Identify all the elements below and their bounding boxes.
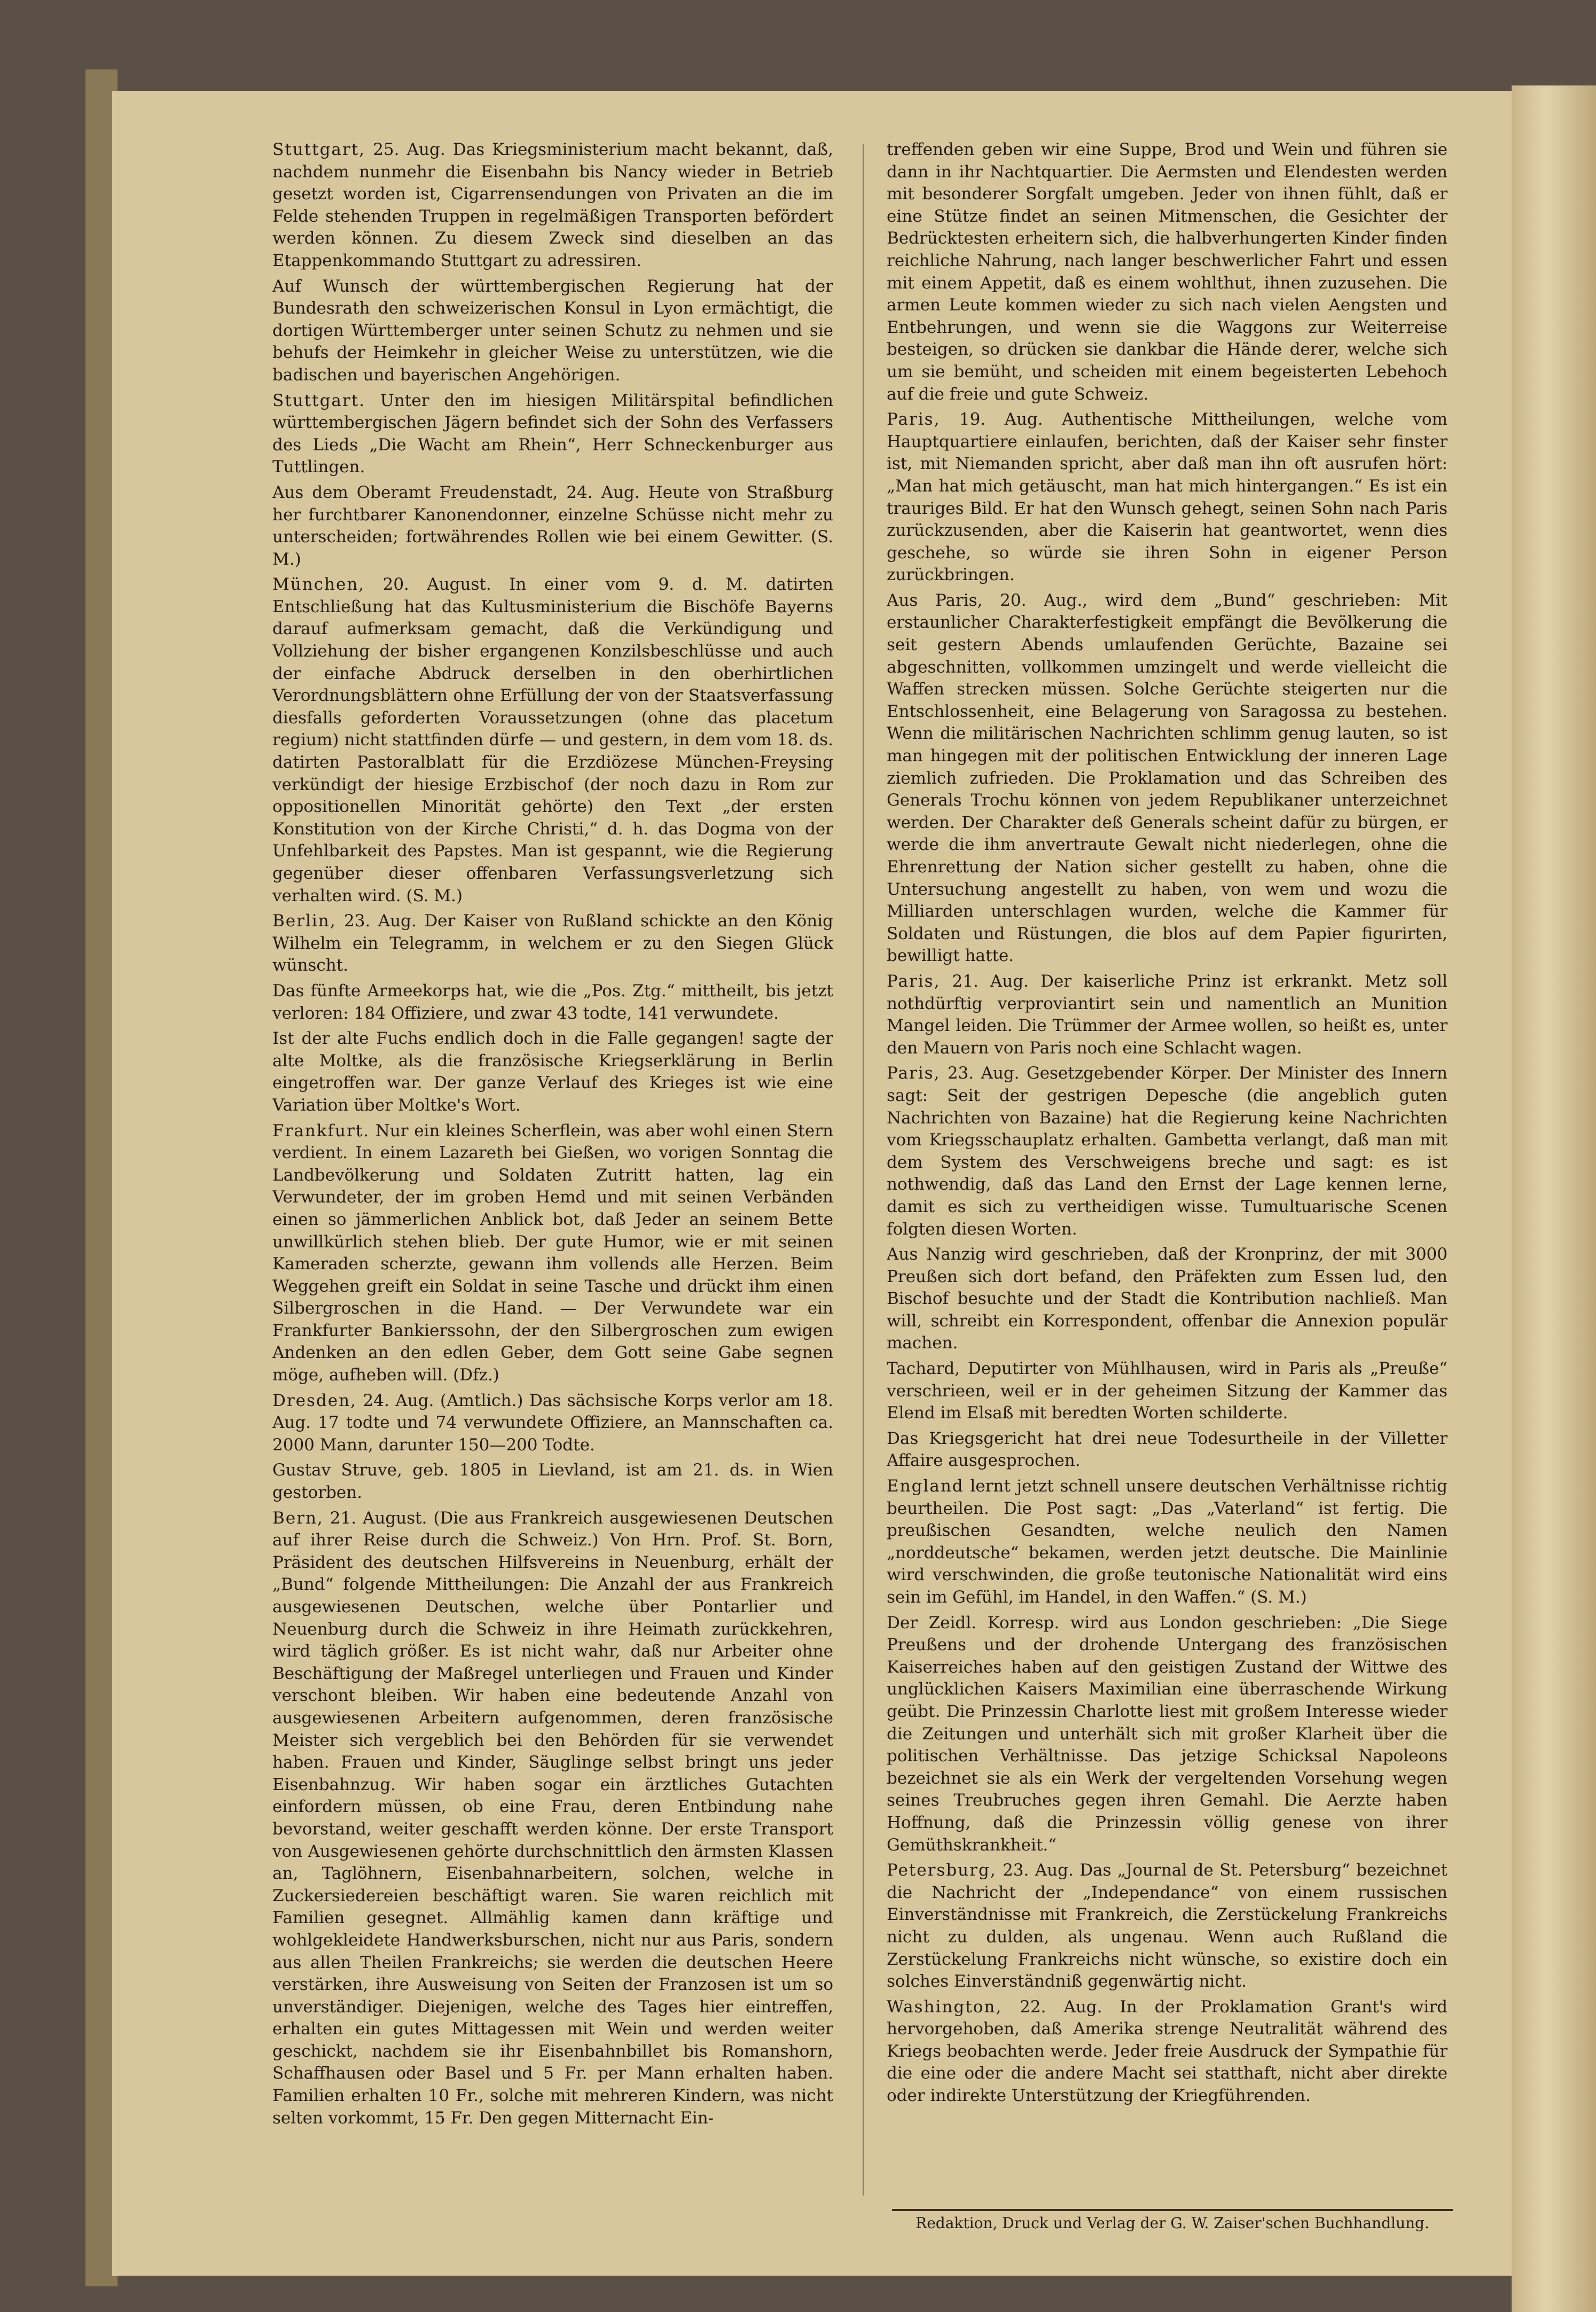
paragraph-text: Tachard, Deputirter von Mühlhausen, wird in Paris als „Preuße“ verschrieen, weil er in der geheimen Sitzung der Kammer das Elend im Elsaß mit beredten Worten schilderte. bbox=[887, 1359, 1448, 1423]
article-paragraph bbox=[887, 971, 1448, 1059]
paragraph-text: Auf Wunsch der württembergischen Regierung hat der Bundesrath den schweizerischen Konsul in Lyon ermächtigt, die dortigen Württemberger unter seinen Schutz zu nehmen und sie behufs der Heimkehr in gleicher Weise zu unterstützen, wie die badischen und bayerischen Angehörigen. bbox=[272, 276, 833, 385]
right-column bbox=[887, 139, 1448, 2206]
dateline: Paris, bbox=[887, 1064, 941, 1083]
article-paragraph bbox=[272, 1390, 833, 1457]
paragraph-text: 19. Aug. Authentische Mittheilungen, welche vom Hauptquartiere einlaufen, berichten, daß der Kaiser sehr finster ist, mit Niemanden spricht, aber daß man ihn oft ausrufen hört: „Man hat mich getäuscht, man hat mich hintergangen.“ Es ist ein trauriges Bild. Er hat den Wunsch gehegt, seinen Sohn nach Paris zurückzusenden, aber die Kaiserin hat geantwortet, wenn dies geschehe, so würde sie ihren Sohn in eigener Person zurückbringen. bbox=[887, 410, 1448, 585]
paragraph-text: 21. August. (Die aus Frankreich ausgewiesenen Deutschen auf ihrer Reise durch die Schweiz.) Von Hrn. Prof. St. Born, Präsident des deutschen Hilfsvereins in Neuenburg, erhält der „Bund“ folgende Mittheilungen: Die Anzahl der aus Frankreich ausgewiesenen Deutschen, welche über Pontarlier und Neuenburg durch die Schweiz in ihre Heimath zurückkehren, wird täglich größer. Es ist nicht wahr, daß nur Arbeiter ohne Beschäftigung der Maßregel unterliegen und Frauen und Kinder verschont bleiben. Wir haben eine bedeutende Anzahl von ausgewiesenen Arbeitern aufgenommen, deren französische Meister sich vergeblich bei den Behörden für sie verwendet haben. Frauen und Kinder, Säuglinge selbst bringt uns jeder Eisenbahnzug. Wir haben sogar ein ärztliches Gutachten einfordern müssen, ob eine Frau, deren Entbindung nahe bevorstand, weiter geschafft werden könne. Der erste Transport von Ausgewiesenen gehörte durchschnittlich den ärmsten Klassen an, Taglöhnern, Eisenbahnarbeitern, solchen, welche in Zuckersiedereien beschäftigt waren. Sie waren reichlich mit Familien gesegnet. Allmählig kamen dann kräftige und wohlgekleidete Handwerksburschen, nicht nur aus Paris, sondern aus allen Theilen Frankreichs; sie werden die deutschen Heere verstärken, ihre Ausweisung von Seiten der Franzosen ist um so unverständiger. Diejenigen, welche des Tages hier eintreffen, erhalten ein gutes Mittagessen mit Wein und werden weiter geschickt, nachdem sie ihr Eisenbahnbillet bis Romanshorn, Schaffhausen oder Basel und 5 Fr. per Mann erhalten haben. Familien erhalten 10 Fr., solche mit mehreren Kindern, was nicht selten vorkommt, 15 Fr. Den gegen Mitternacht Ein- bbox=[272, 1508, 833, 2128]
paragraph-text: 20. August. In einer vom 9. d. M. datirten Entschließung hat das Kultusministerium die Bischöfe Bayerns darauf aufmerksam gemacht, daß die Verkündigung und Vollziehung der bisher ergangenen Konzilsbeschlüsse und auch der einfache Abdruck derselben in den oberhirtlichen Verordnungsblättern ohne Erfüllung der von der Staatsverfassung diesfalls geforderten Voraussetzungen (ohne das placetum regium) nicht stattfinden dürfe — und gestern, in dem vom 18. ds. datirten Pastoralblatt für die Erzdiözese München-Freysing verkündigt der hiesige Erzbischof (der noch dazu in Rom zur oppositionellen Minorität gehörte) den Text „der ersten Konstitution von der Kirche Christi,“ d. h. das Dogma von der Unfehlbarkeit des Papstes. Man ist gespannt, wie die Regierung gegenüber dieser offenbaren Verfassungsverletzung sich verhalten wird. (S. M.) bbox=[272, 575, 833, 905]
paragraph-text: Nur ein kleines Scherflein, was aber wohl einen Stern verdient. In einem Lazareth bei Gießen, wo vorigen Sonntag die Landbevölkerung und Soldaten Zutritt hatten, lag ein Verwundeter, der im groben Hemd und mit seinen Verbänden einen so jämmerlichen Anblick bot, daß Jeder an seinem Bette unwillkürlich stehen blieb. Der gute Humor, wie er mit seinen Kameraden scherzte, gewann ihm vollends alle Herzen. Beim Weggehen greift ein Soldat in seine Tasche und drückt ihm einen Silbergroschen in die Hand. — Der Verwundete war ein Frankfurter Bankierssohn, der den Silbergroschen zum ewigen Andenken an den edlen Geber, dem Gott seine Gabe segnen möge, aufheben will. (Dfz.) bbox=[272, 1121, 833, 1385]
paragraph-text: 23. Aug. Das „Journal de St. Petersburg“ bezeichnet die Nachricht der „Independance“ von einem russischen Einverständnisse mit Frankreich, die Zerstückelung Frankreichs nicht zu dulden, als ungenau. Wenn auch Rußland die Zerstückelung Frankreichs nicht wünsche, so existire doch ein solches Einverständniß gegenwärtig nicht. bbox=[887, 1861, 1448, 1991]
article-paragraph bbox=[887, 1244, 1448, 1355]
paragraph-text: lernt jetzt schnell unsere deutschen Verhältnisse richtig beurtheilen. Die Post sagt: „Das „Vaterland“ ist fertig. Die preußischen Gesandten, welche neulich den Namen „norddeutsche“ bekamen, werden jetzt deutsche. Die Mainlinie wird verschwinden, die große teutonische Nationalität wird eins sein im Gefühl, im Handel, in den Waffen.“ (S. M.) bbox=[887, 1477, 1448, 1607]
article-paragraph bbox=[272, 1508, 833, 2130]
article-paragraph bbox=[887, 409, 1448, 587]
paragraph-text: Ist der alte Fuchs endlich doch in die Falle gegangen! sagte der alte Moltke, als die französische Kriegserklärung in Berlin eingetroffen war. Der ganze Verlauf des Krieges ist wie eine Variation über Moltke's Wort. bbox=[272, 1029, 833, 1115]
paragraph-text: Aus dem Oberamt Freudenstadt, 24. Aug. Heute von Straßburg her furchtbarer Kanonendonner, einzelne Schüsse nicht mehr zu unterscheiden; fortwährendes Rollen wie bei einem Gewitter. (S. M.) bbox=[272, 482, 833, 569]
article-paragraph bbox=[887, 1063, 1448, 1240]
paragraph-text: 23. Aug. Gesetzgebender Körper. Der Minister des Innern sagt: Seit der gestrigen Depesche (die angeblich guten Nachrichten von Bazaine) hat die Regierung keine Nachrichten vom Kriegsschauplatz erhalten. Gambetta verlangt, daß man mit dem System des Verschweigens breche und sagt: es ist nothwendig, daß das Land den Ernst der Lage kennen lerne, damit es sich zu vertheidigen wisse. Tumultuarische Scenen folgten diesen Worten. bbox=[887, 1064, 1448, 1239]
article-paragraph bbox=[887, 1996, 1448, 2107]
article-paragraph bbox=[887, 1860, 1448, 1993]
dateline: Paris, bbox=[887, 410, 941, 429]
article-paragraph bbox=[887, 1612, 1448, 1857]
dateline: Washington, bbox=[887, 1997, 1003, 2017]
paragraph-text: Der Zeidl. Korresp. wird aus London geschrieben: „Die Siege Preußens und der drohende Untergang des französischen Kaiserreiches haben auf den geistigen Zustand der Wittwe des unglücklichen Kaisers Maximilian eine überraschende Wirkung geübt. Die Prinzessin Charlotte liest mit großem Interesse wieder die Zeitungen und unterhält sich mit großer Klarheit über die politischen Verhältnisse. Das jetzige Schicksal Napoleons bezeichnet sie als ein Werk der vergeltenden Vorsehung wegen seines Treubruches gegen ihren Gemahl. Die Aerzte haben Hoffnung, daß die Prinzessin völlig genese von ihrer Gemüthskrankheit.“ bbox=[887, 1613, 1448, 1855]
facing-page-edge bbox=[1512, 85, 1596, 2312]
article-paragraph bbox=[272, 276, 833, 387]
article-paragraph bbox=[887, 1475, 1448, 1609]
article-paragraph bbox=[272, 1120, 833, 1387]
paragraph-text: 25. Aug. Das Kriegsministerium macht bekannt, daß, nachdem nunmehr die Eisenbahn bis Nancy wieder in Betrieb gesetzt worden ist, Cigarrensendungen von Privaten an die im Felde stehenden Truppen in regelmäßigen Transporten befördert werden können. Zu diesem Zweck sind dieselben an das Etappenkommando Stuttgart zu adressiren. bbox=[272, 140, 833, 270]
dateline: München, bbox=[272, 575, 365, 595]
dateline: Petersburg, bbox=[887, 1861, 997, 1880]
article-paragraph bbox=[887, 590, 1448, 967]
article-paragraph bbox=[887, 139, 1448, 405]
article-paragraph bbox=[272, 910, 833, 977]
article-paragraph bbox=[272, 390, 833, 479]
dateline: Stuttgart. bbox=[272, 390, 366, 410]
dateline: Berlin, bbox=[272, 911, 337, 931]
paragraph-text: Das fünfte Armeekorps hat, wie die „Pos. Ztg.“ mittheilt, bis jetzt verloren: 184 Offiziere, und zwar 43 todte, 141 verwundete. bbox=[272, 981, 833, 1023]
dateline: England bbox=[887, 1477, 964, 1496]
paragraph-text: Aus Paris, 20. Aug., wird dem „Bund“ geschrieben: Mit erstaunlicher Charakterfestigkeit empfängt die Bevölkerung die seit gestern Abends umlaufenden Gerüchte, Bazaine sei abgeschnitten, vollkommen umzingelt und werde vielleicht die Waffen strecken müssen. Solche Gerüchte steigerten nur die Entschlossenheit, eine Belagerung von Saragossa zu bestehen. Wenn die militärischen Nachrichten schlimm genug lauten, so ist man hingegen mit der politischen Entwicklung der inneren Lage ziemlich zufrieden. Die Proklamation und das Schreiben des Generals Trochu können von jedem Republikaner unterzeichnet werden. Der Charakter deß Generals scheint dafür zu bürgen, er werde die ihm anvertraute Gewalt nicht niederlegen, ohne die Ehrenrettung der Nation sicher gestellt zu haben, ohne die Untersuchung angestellt zu haben, von wem und wozu die Milliarden unterschlagen wurden, welche die Kammer für Soldaten und Rüstungen, die blos auf dem Papier figurirten, bewilligt hatte. bbox=[887, 590, 1448, 966]
newspaper-page bbox=[112, 91, 1512, 2276]
paragraph-text: Unter den im hiesigen Militärspital befindlichen württembergischen Jägern befindet sich der Sohn des Verfassers des Lieds „Die Wacht am Rhein“, Herr Schneckenburger aus Tuttlingen. bbox=[272, 390, 833, 477]
dateline: Frankfurt. bbox=[272, 1121, 370, 1141]
article-paragraph bbox=[272, 1028, 833, 1116]
column-divider bbox=[863, 144, 864, 2196]
left-column bbox=[272, 139, 833, 2206]
paragraph-text: 21. Aug. Der kaiserliche Prinz ist erkrankt. Metz soll nothdürftig verproviantirt sein und namentlich an Munition Mangel leiden. Die Trümmer der Armee wollen, so heißt es, unter den Mauern von Paris noch eine Schlacht wagen. bbox=[887, 971, 1448, 1058]
paragraph-text: treffenden geben wir eine Suppe, Brod und Wein und führen sie dann in ihr Nachtquartier. Die Aermsten und Elendesten werden mit besonderer Sorgfalt umgeben. Jeder von ihnen fühlt, daß er eine Stütze findet an seinen Mitmenschen, die Gesichter der Bedrücktesten erheitern sich, die halbverhungerten Kinder finden reichliche Nahrung, nach langer beschwerlicher Fahrt und essen mit einem Appetit, daß es einem wohlthut, ihnen zuzusehen. Die armen Leute kommen wieder zu sich nach vielen Aengsten und Entbehrungen, und wenn sie die Waggons zur Weiterreise besteigen, so drücken sie dankbar die Hände derer, welche sich um sie bemüht, und scheiden mit einem begeisterten Lebehoch auf die freie und gute Schweiz. bbox=[887, 140, 1448, 404]
article-paragraph bbox=[272, 482, 833, 571]
paragraph-text: Gustav Struve, geb. 1805 in Lievland, ist am 21. ds. in Wien gestorben. bbox=[272, 1460, 833, 1503]
dateline: Dresden, bbox=[272, 1391, 357, 1410]
dateline: Stuttgart, bbox=[272, 140, 366, 159]
article-paragraph bbox=[272, 139, 833, 272]
paragraph-text: 23. Aug. Der Kaiser von Rußland schickte an den König Wilhelm ein Telegramm, in welchem er zu den Siegen Glück wünscht. bbox=[272, 911, 833, 975]
article-paragraph bbox=[272, 1459, 833, 1504]
article-paragraph bbox=[887, 1358, 1448, 1425]
paragraph-text: Das Kriegsgericht hat drei neue Todesurtheile in der Villetter Affaire ausgesprochen. bbox=[887, 1428, 1448, 1471]
paragraph-text: 22. Aug. In der Proklamation Grant's wird hervorgehoben, daß Amerika strenge Neutralität während des Kriegs beobachten werde. Jeder freie Ausdruck der Sympathie für die eine oder die andere Macht sei statthaft, nicht aber direkte oder indirekte Unterstützung der Kriegführenden. bbox=[887, 1997, 1448, 2106]
dateline: Bern, bbox=[272, 1508, 324, 1528]
paragraph-text: 24. Aug. (Amtlich.) Das sächsische Korps verlor am 18. Aug. 17 todte und 74 verwundete Offiziere, an Mannschaften ca. 2000 Mann, darunter 150—200 Todte. bbox=[272, 1391, 833, 1455]
article-paragraph bbox=[272, 980, 833, 1025]
paragraph-text: Aus Nanzig wird geschrieben, daß der Kronprinz, der mit 3000 Preußen sich dort befand, den Präfekten zum Essen lud, den Bischof besuchte und der Stadt die Kontribution nachließ. Man will, schreibt ein Korrespondent, offenbar die Annexion populär machen. bbox=[887, 1245, 1448, 1353]
imprint-line: Redaktion, Druck und Verlag der G. W. Zaiser'schen Buchhandlung. bbox=[892, 2209, 1453, 2232]
dateline: Paris, bbox=[887, 971, 941, 991]
article-paragraph bbox=[887, 1428, 1448, 1472]
article-paragraph bbox=[272, 574, 833, 907]
